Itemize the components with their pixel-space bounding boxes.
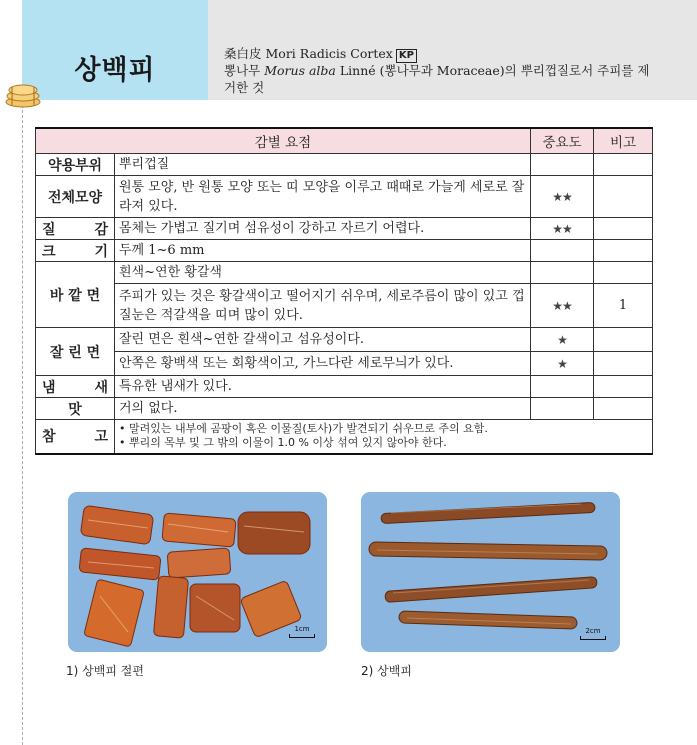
plant-scientific-name: Morus alba [264,63,336,78]
row-text: 안쪽은 황백색 또는 회황색이고, 가느다란 세로무늬가 있다. [115,352,531,376]
description-panel [208,0,697,100]
table-row [36,176,653,218]
table-row [36,398,653,420]
identification-table [35,127,653,455]
table-row [36,240,653,262]
page-title: 상백피 [74,55,156,86]
row-text: 특유한 냄새가 있다. [115,376,531,398]
reference-item: • 말려있는 내부에 곰팡이 혹은 이물질(토사)가 발견되기 쉬우므로 주의 요함. [119,422,488,436]
title-panel [22,0,208,100]
importance-stars: ★ [531,352,594,376]
table-row [36,262,653,284]
scale-bar [580,627,606,640]
importance-stars: ★★ [531,176,594,218]
table-row [36,218,653,240]
scale-label: 2cm [585,627,601,635]
row-text: 거의 없다. [115,398,531,420]
importance-stars: ★★ [531,218,594,240]
header-main: 감별 요점 [36,128,531,154]
importance-stars: ★★ [531,284,594,328]
row-label: 질 감 [36,218,115,240]
origin-description [224,62,654,96]
table-row [36,284,653,328]
row-text: 주피가 있는 것은 황갈색이고 떨어지기 쉬우며, 세로주름이 많이 있고 껍질눈은 적갈색을 띠며 많이 있다. [115,284,531,328]
row-text: 잘린 면은 흰색~연한 갈색이고 섬유성이다. [115,328,531,352]
table-header-row [36,128,653,154]
header-note: 비고 [594,128,653,154]
plant-korean-name: 뽕나무 [224,63,261,78]
photo-caption: 1) 상백피 절편 [66,664,144,678]
table-row [36,420,653,454]
photo-caption: 2) 상백피 [361,664,412,678]
row-label: 크 기 [36,240,115,262]
latin-name-line [224,44,417,63]
latin-name: Mori Radicis Cortex [265,46,393,61]
row-label: 바 깥 면 [36,262,115,328]
row-label: 참 고 [36,420,115,454]
reference-item: • 뿌리의 목부 및 그 밖의 이물이 1.0 % 이상 섞여 있지 않아야 한다. [119,436,447,450]
table-row [36,376,653,398]
note-value: 1 [594,284,653,328]
row-label: 냄 새 [36,376,115,398]
importance-stars: ★ [531,328,594,352]
origin-text: Linné (뽕나무과 Moraceae)의 뿌리껍질로서 주피를 제거한 것 [224,63,650,95]
row-text: 몸체는 가볍고 질기며 섬유성이 강하고 자르기 어렵다. [115,218,531,240]
row-label: 맛 [36,398,115,420]
table-row [36,154,653,176]
photo-bark-strips [361,492,620,652]
row-label: 전체모양 [36,176,115,218]
margin-divider [22,100,23,745]
herb-bundle-icon [4,82,42,108]
header-importance: 중요도 [531,128,594,154]
scale-bar [289,625,315,638]
row-text: 원통 모양, 반 원통 모양 또는 띠 모양을 이루고 때때로 가늘게 세로로 잘라져 있다. [115,176,531,218]
row-text: 두께 1~6 mm [115,240,531,262]
photo-bark-slices [68,492,327,652]
row-label: 잘 린 면 [36,328,115,376]
table-row [36,352,653,376]
kp-badge: KP [396,49,417,63]
row-text: 뿌리껍질 [115,154,531,176]
reference-notes [115,420,653,454]
hanja-name: 桑白皮 [224,46,262,61]
row-text: 흰색~연한 황갈색 [115,262,531,284]
table-row [36,328,653,352]
scale-label: 1cm [294,625,310,633]
row-label: 약용부위 [36,154,115,176]
